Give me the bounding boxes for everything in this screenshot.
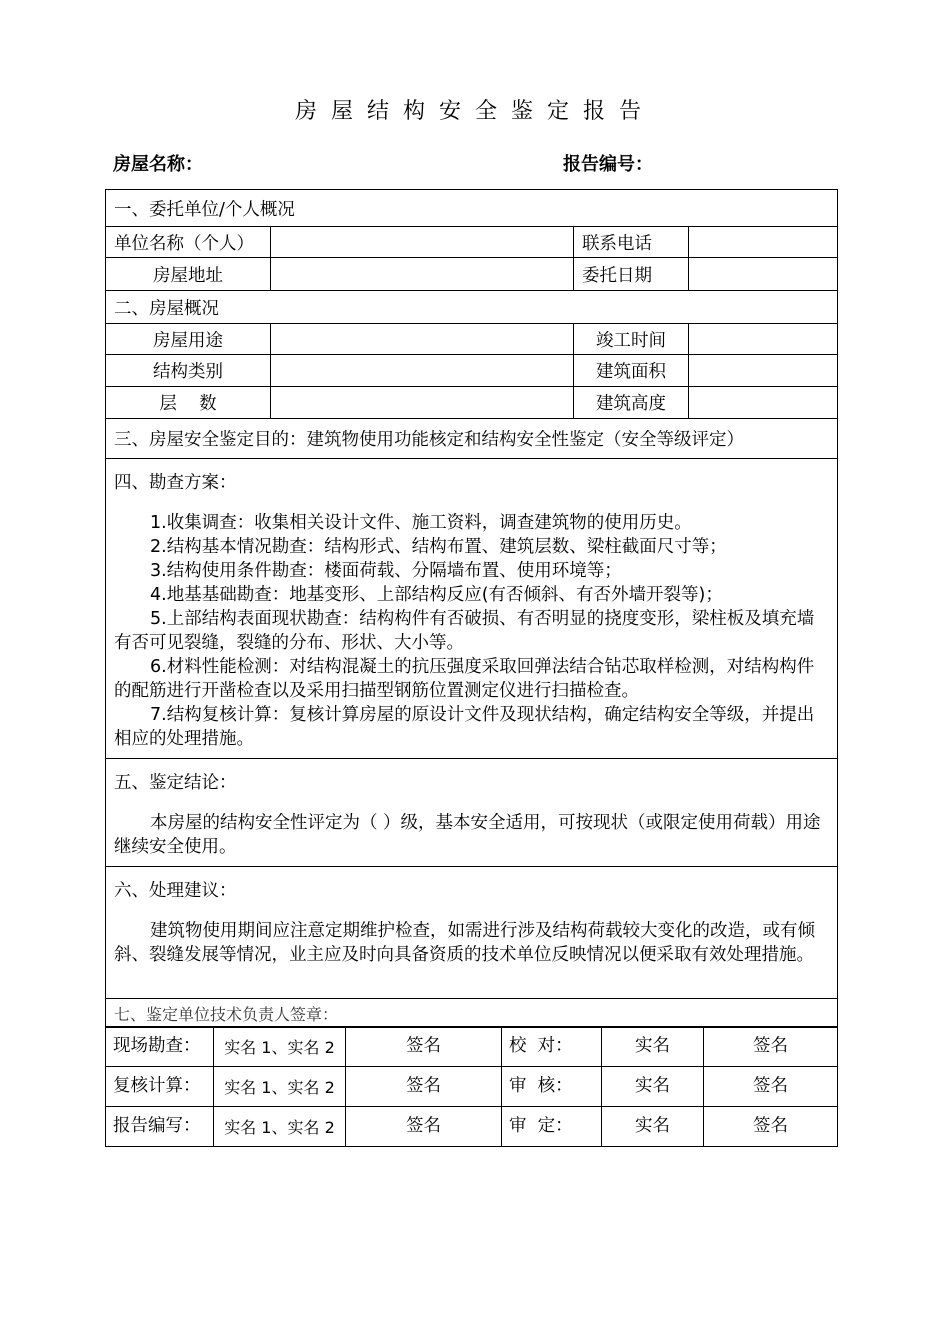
commission-date-label: 委托日期 (574, 258, 689, 291)
section-1-title: 一、委托单位/个人概况 (106, 190, 838, 227)
floors-value[interactable] (271, 387, 574, 419)
report-number-label: 报告编号： (563, 154, 653, 175)
signature-cell[interactable]: 签名 (346, 1067, 502, 1107)
survey-item-6: 6.材料性能检测：对结构混凝土的抗压强度采取回弹法结合钻芯取样检测，对结构构件的配筋进行开凿检查以及采用扫描型钢筋位置测定仪进行扫描检查。 (114, 657, 815, 701)
role-label: 现场勘查： (106, 1027, 214, 1067)
role-label-2: 审 核： (502, 1067, 602, 1107)
signature-cell-2[interactable]: 签名 (704, 1107, 838, 1147)
name-value-2: 实名 (602, 1027, 704, 1067)
role-label-2: 审 定： (502, 1107, 602, 1147)
signature-cell-2[interactable]: 签名 (704, 1067, 838, 1107)
signature-row (106, 1027, 838, 1067)
section-4-survey-plan (106, 459, 838, 759)
survey-item-4: 4.地基基础勘查：地基变形、上部结构反应(有否倾斜、有否外墙开裂等)； (150, 585, 723, 605)
phone-value[interactable] (689, 227, 838, 258)
survey-item-3: 3.结构使用条件勘查：楼面荷载、分隔墙布置、使用环境等； (150, 561, 622, 581)
section-6-title: 六、处理建议： (114, 881, 237, 901)
completion-label: 竣工时间 (574, 324, 689, 355)
signature-cell[interactable]: 签名 (346, 1027, 502, 1067)
survey-item-2: 2.结构基本情况勘查：结构形式、结构布置、建筑层数、梁柱截面尺寸等； (150, 537, 727, 557)
names-value: 实名 1、实名 2 (214, 1107, 346, 1147)
structure-type-value[interactable] (271, 355, 574, 387)
signature-row (106, 1107, 838, 1147)
signature-cell-2[interactable]: 签名 (704, 1027, 838, 1067)
usage-label: 房屋用途 (106, 324, 271, 355)
conclusion-text: 本房屋的结构安全性评定为（ ）级，基本安全适用，可按现状（或限定使用荷载）用途继续安全使用。 (114, 813, 821, 857)
role-label-2: 校 对： (502, 1027, 602, 1067)
usage-value[interactable] (271, 324, 574, 355)
section-7-title: 七、鉴定单位技术负责人签章： (106, 999, 838, 1028)
unit-name-value[interactable] (271, 227, 574, 258)
name-value-2: 实名 (602, 1107, 704, 1147)
names-value: 实名 1、实名 2 (214, 1067, 346, 1107)
address-value[interactable] (271, 258, 574, 291)
section-6-suggestions (106, 867, 838, 999)
structure-type-label: 结构类别 (106, 355, 271, 387)
suggestion-text: 建筑物使用期间应注意定期维护检查，如需进行涉及结构荷载较大变化的改造，或有倾斜、裂缝发展等情况，业主应及时向具备资质的技术单位反映情况以便采取有效处理措施。 (114, 921, 815, 965)
height-label: 建筑高度 (574, 387, 689, 419)
report-title: 房屋结构安全鉴定报告 (294, 99, 655, 124)
address-label: 房屋地址 (106, 258, 271, 291)
completion-value[interactable] (689, 324, 838, 355)
role-label: 报告编写： (106, 1107, 214, 1147)
name-value-2: 实名 (602, 1067, 704, 1107)
floors-label: 层 数 (106, 387, 271, 419)
signature-table (105, 1026, 838, 1147)
section-5-title: 五、鉴定结论： (114, 773, 237, 793)
report-form-table (105, 189, 838, 1028)
signature-cell[interactable]: 签名 (346, 1107, 502, 1147)
section-3-purpose: 三、房屋安全鉴定目的：建筑物使用功能核定和结构安全性鉴定（安全等级评定） (106, 419, 838, 459)
section-2-title: 二、房屋概况 (106, 291, 838, 324)
names-value: 实名 1、实名 2 (214, 1027, 346, 1067)
phone-label: 联系电话 (574, 227, 689, 258)
floor-area-value[interactable] (689, 355, 838, 387)
role-label: 复核计算： (106, 1067, 214, 1107)
survey-item-7: 7.结构复核计算：复核计算房屋的原设计文件及现状结构，确定结构安全等级，并提出相应的处理措施。 (114, 705, 815, 749)
commission-date-value[interactable] (689, 258, 838, 291)
section-5-conclusion (106, 759, 838, 867)
survey-item-5: 5.上部结构表面现状勘查：结构构件有否破损、有否明显的挠度变形，梁柱板及填充墙有否可见裂缝，裂缝的分布、形状、大小等。 (114, 609, 815, 653)
unit-name-label: 单位名称（个人） (106, 227, 271, 258)
section-4-title: 四、勘查方案： (114, 473, 237, 493)
height-value[interactable] (689, 387, 838, 419)
signature-row (106, 1067, 838, 1107)
floor-area-label: 建筑面积 (574, 355, 689, 387)
survey-item-1: 1.收集调查：收集相关设计文件、施工资料，调查建筑物的使用历史。 (150, 513, 692, 533)
house-name-label: 房屋名称： (113, 154, 203, 175)
